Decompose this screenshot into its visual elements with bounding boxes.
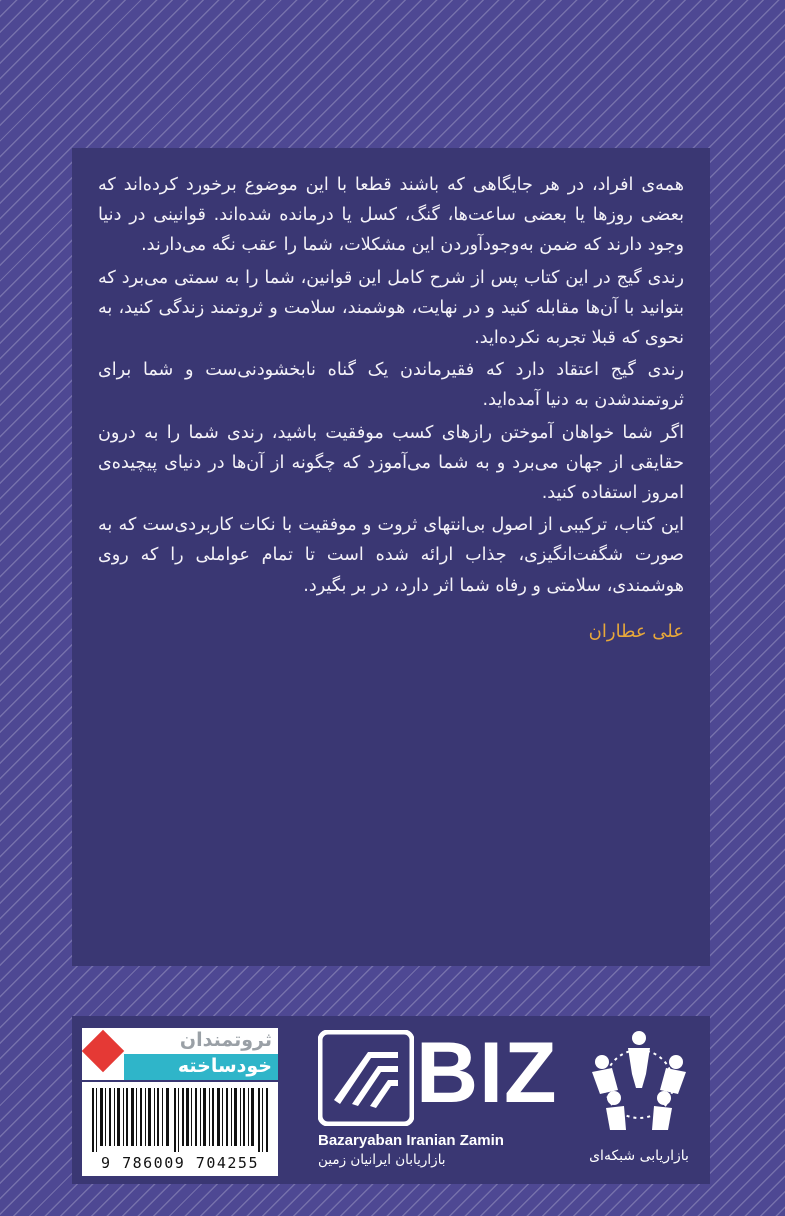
series-diamond-icon — [82, 1030, 124, 1072]
author-name: علی عطاران — [588, 620, 684, 642]
paragraph-3: رندی گیج اعتقاد دارد که فقیرماندن یک گناه نابخشودنی‌ست و شما برای ثروتمندشدن به دنیا آمده‌اید. — [98, 360, 684, 411]
isbn-number: 9 786009 704255 — [101, 1154, 259, 1172]
series-logo — [82, 1028, 278, 1080]
biz-emblem-icon — [318, 1030, 414, 1126]
network-marketing-label: بازاریابی شبکه‌ای — [589, 1148, 689, 1164]
publisher-panel — [72, 1016, 710, 1184]
back-cover-text-panel — [72, 148, 710, 966]
publisher-logo-text: BIZ — [416, 1025, 558, 1121]
paragraph-5: این کتاب، ترکیبی از اصول بی‌انتهای ثروت و موفقیت با نکات کاربردی‌ست که به صورت شگفت‌انگیزی، جذاب ارائه شده است تا تمام عواملی را که روی هوشمندی، سلامتی و رفاه شما اثر دارد، در بر بگیرد. — [98, 515, 684, 596]
series-title-top: ثروتمندان — [179, 1029, 272, 1051]
barcode-bars-icon — [90, 1088, 270, 1152]
barcode — [82, 1082, 278, 1176]
paragraph-2: رندی گیج در این کتاب پس از شرح کامل این قوانین، شما را به سمتی می‌برد که بتوانید با آن‌ها مقابله کنید و در نهایت، هوشمند، سلامت و ثروتمند زندگی کنید، به نحوی که قبلا تجربه نکرده‌اید. — [98, 267, 684, 349]
series-title-bottom: خودساخته — [177, 1055, 272, 1077]
paragraph-4: اگر شما خواهان آموختن رازهای کسب موفقیت باشید، رندی شما را به درون حقایقی از جهان می‌برد و به شما می‌آموزد که چگونه از آن‌ها در دنیای پیچیده‌ی امروز استفاده کنید. — [98, 422, 684, 504]
people-network-icon — [584, 1028, 694, 1132]
publisher-name-fa: بازاریابان ایرانیان زمین — [318, 1152, 446, 1168]
paragraph-1: همه‌ی افراد، در هر جایگاهی که باشند قطعا با این موضوع برخورد کرده‌اند که بعضی روزها یا بعضی ساعت‌ها، گنگ، کسل یا درمانده شده‌اند. قوانینی در دنیا وجود دارند که ضمن به‌وجودآوردن این مشکلات، شما را عقب نگه می‌دارند. — [98, 175, 684, 256]
publisher-name-en: Bazaryaban Iranian Zamin — [318, 1132, 504, 1149]
